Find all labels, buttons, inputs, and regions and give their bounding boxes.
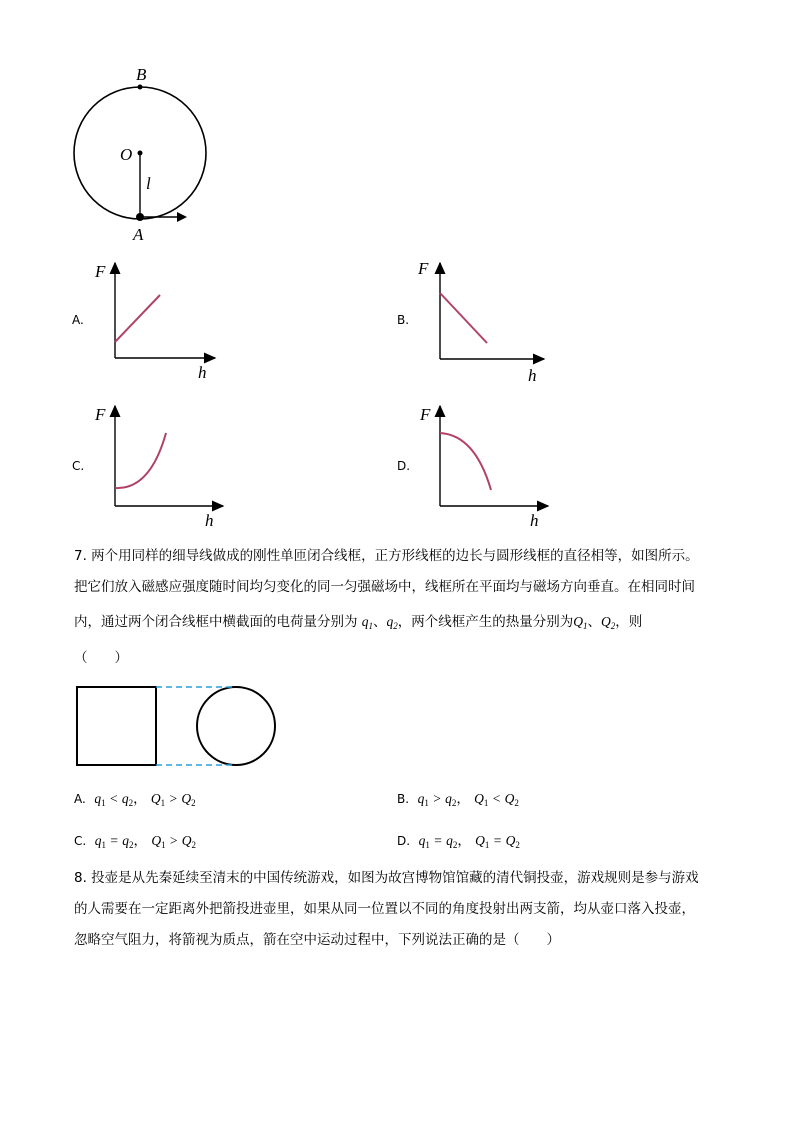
q7-var-Q1: $Q_1$ [573, 614, 588, 631]
curve-C [115, 433, 166, 488]
velocity-arrow-head [177, 212, 187, 222]
q8-line-2: 的人需要在一定距离外把箭投进壶里，如果从同一位置以不同的角度投射出两支箭，均从壶口落入投壶， [74, 901, 695, 917]
q7-line-3-text-b: ，两个线框产生的热量分别为 [397, 614, 574, 630]
x-axis-label: h [198, 363, 207, 382]
y-axis-label: F [420, 405, 431, 424]
option-A-label[interactable]: A. [72, 313, 84, 327]
q8-line-1: 8. 投壶是从先秦延续至清末的中国传统游戏，如图为故宫博物馆馆藏的清代铜投壶，游戏规则是参与游戏 [74, 870, 699, 886]
label-l: l [146, 174, 151, 193]
q7-line-1: 7. 两个用同样的细导线做成的刚性单匝闭合线框，正方形线框的边长与圆形线框的直径相等，如图所示。 [74, 548, 699, 564]
label-B: B [136, 65, 147, 84]
q7-option-D[interactable]: D. $q_1 = q_2$， $Q_1 = Q_2$ [397, 833, 520, 850]
y-axis-label: F [95, 405, 106, 424]
q7-option-A[interactable]: A. $q_1 < q_2$， $Q_1 > Q_2$ [74, 791, 196, 808]
curve-A [115, 295, 160, 342]
graph-C [85, 398, 235, 533]
circle-frame [197, 687, 275, 765]
label-O: O [120, 145, 133, 164]
q7-line-3-text-c: ，则 [615, 614, 643, 630]
curve-B [440, 293, 487, 343]
circle-figure [60, 60, 230, 250]
q7-line-2: 把它们放入磁感应强度随时间均匀变化的同一匀强磁场中，线框所在平面均与磁场方向垂直。在相同时间 [74, 579, 695, 595]
square-frame [77, 687, 156, 765]
graph-A [85, 255, 235, 390]
q7-figure [70, 680, 290, 772]
option-B-label[interactable]: B. [397, 313, 410, 327]
curve-D [440, 433, 491, 490]
q7-var-Q2: $Q_2$ [601, 614, 616, 631]
q7-option-C[interactable]: C. $q_1 = q_2$， $Q_1 > Q_2$ [74, 833, 197, 850]
q7-line-3-text-a: 内，通过两个闭合线框中横截面的电荷量分别为 [74, 614, 358, 630]
y-axis-label: F [418, 259, 429, 278]
option-C-label[interactable]: C. [72, 459, 85, 473]
q7-line-3: 内，通过两个闭合线框中横截面的电荷量分别为 $q_1$、$q_2$，两个线框产生的热量分别为$Q_1$、$Q_2$，则 [74, 614, 643, 631]
q8-line-3: 忽略空气阻力，将箭视为质点，箭在空中运动过程中，下列说法正确的是（ ） [74, 932, 560, 948]
q7-var-q2: $q_2$ [386, 614, 398, 631]
y-axis-label: F [95, 262, 106, 281]
q7-var-q1: $q_1$ [361, 614, 374, 631]
x-axis-label: h [528, 366, 537, 385]
label-A: A [133, 225, 144, 244]
point-B [138, 85, 143, 90]
option-D-label[interactable]: D. [397, 459, 411, 473]
x-axis-label: h [205, 511, 214, 530]
q7-answer-paren: （ ） [74, 650, 128, 666]
graph-D [410, 398, 560, 533]
graph-B [410, 255, 560, 390]
x-axis-label: h [530, 511, 539, 530]
q7-option-B[interactable]: B. $q_1 > q_2$， $Q_1 < Q_2$ [397, 791, 519, 808]
